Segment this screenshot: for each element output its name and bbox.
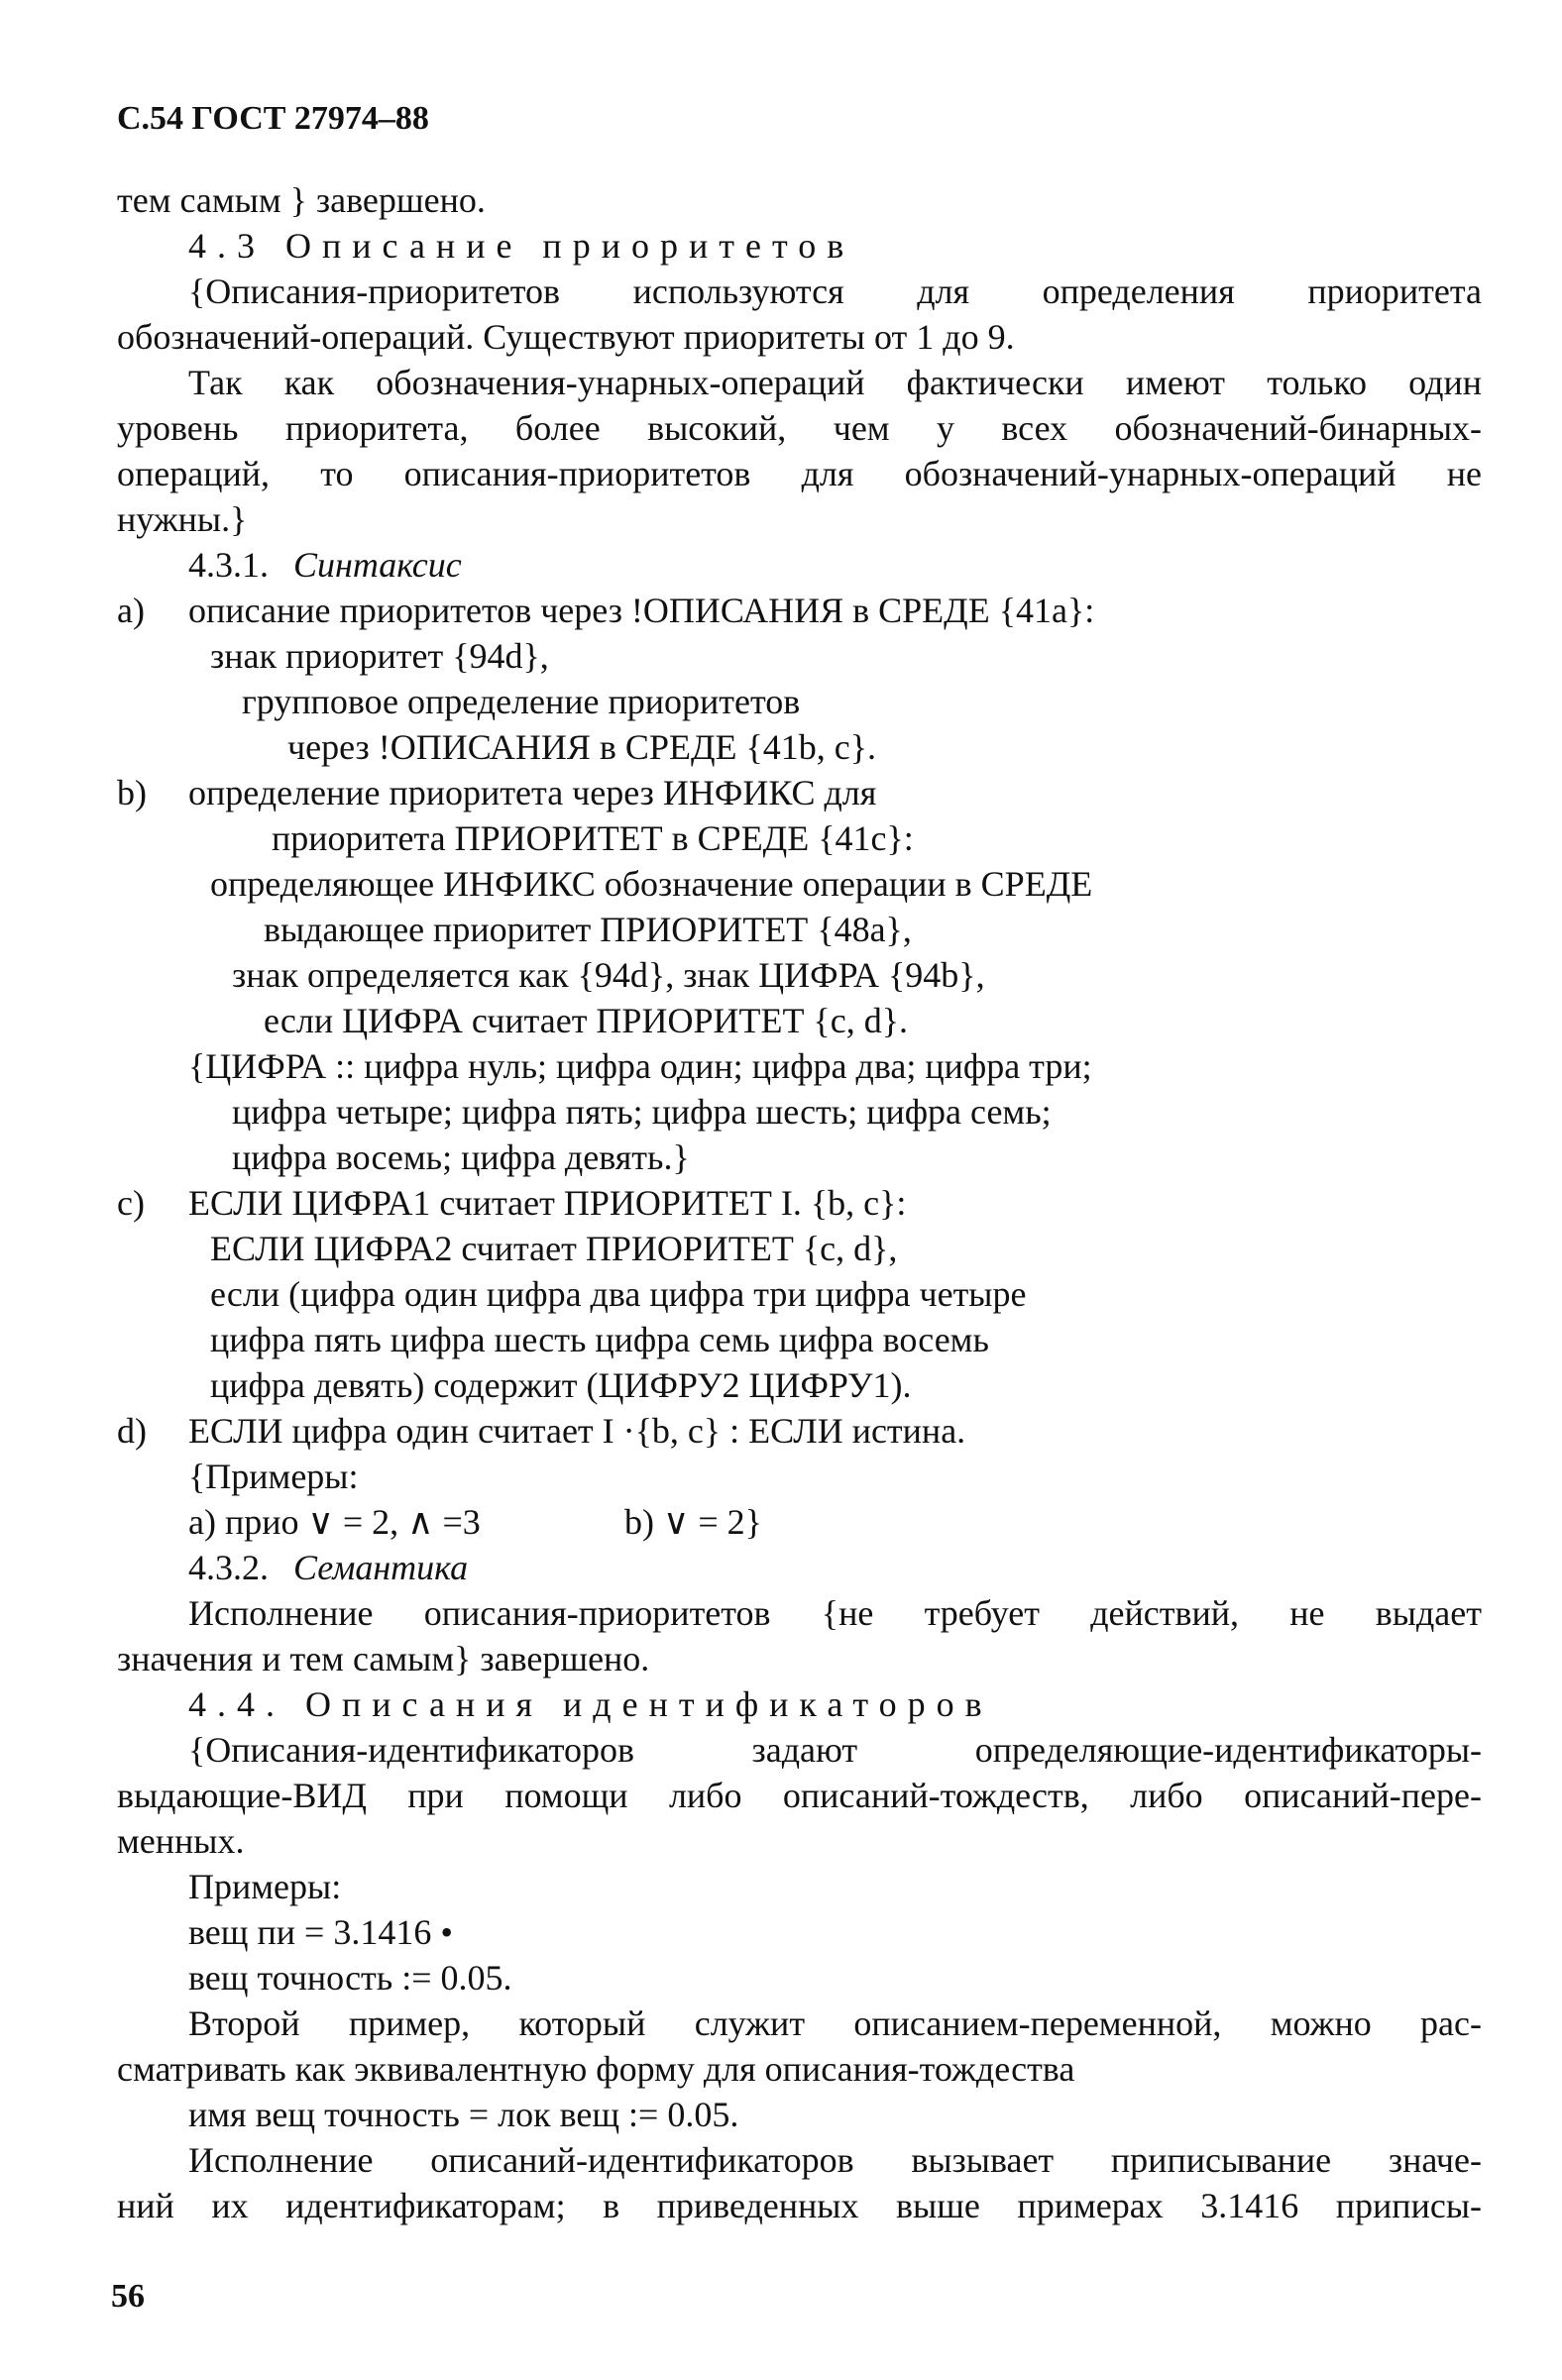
syntax-line: если ЦИФРА считает ПРИОРИТЕТ {c, d}. xyxy=(264,1001,908,1040)
text-line: ний их идентификаторам; в приведенных выше примерах 3.1416 приписы- xyxy=(117,2186,1482,2225)
text-line: обозначений-операций. Существуют приоритеты от 1 до 9. xyxy=(117,317,1015,357)
section-heading-4-3: 4.3 Описание приоритетов xyxy=(188,226,855,266)
examples-label: Примеры: xyxy=(188,1867,342,1906)
syntax-line: определяющее ИНФИКС обозначение операции в СРЕДЕ xyxy=(210,864,1093,904)
text-line: операций, то описания-приоритетов для обозначений-унарных-операций не xyxy=(117,454,1482,493)
text-line: Так как обозначения-унарных-операций фактически имеют только один xyxy=(188,363,1482,402)
subsection-title-semantics: Семантика xyxy=(293,1548,469,1587)
syntax-line: ЕСЛИ ЦИФРА2 считает ПРИОРИТЕТ {c, d}, xyxy=(210,1229,898,1268)
syntax-line: знак определяется как {94d}, знак ЦИФРА {94b}, xyxy=(232,955,985,995)
subsection-number: 4.3.2. xyxy=(188,1548,269,1587)
syntax-line: через !ОПИСАНИЯ в СРЕДЕ {41b, c}. xyxy=(287,727,877,767)
text-line: выдающие-ВИД при помощи либо описаний-тождеств, либо описаний-пере- xyxy=(117,1776,1482,1815)
section-heading-4-4: 4.4. Описания идентификаторов xyxy=(188,1684,993,1724)
subsection-number: 4.3.1. xyxy=(188,545,269,585)
example-a: а) прио ∨ = 2, ∧ =3 xyxy=(188,1502,481,1542)
text-line: значения и тем самым} завершено. xyxy=(117,1639,650,1678)
list-marker: с) xyxy=(117,1183,145,1223)
syntax-line: ЕСЛИ ЦИФРА1 считает ПРИОРИТЕТ I. {b, c}: xyxy=(188,1183,907,1223)
syntax-line: если (цифра один цифра два цифра три цифра четыре xyxy=(210,1274,1027,1314)
syntax-line: групповое определение приоритетов xyxy=(242,682,801,721)
list-marker: d) xyxy=(117,1411,147,1451)
text-line: {Описания-идентификаторов задают определяющие-идентификаторы- xyxy=(188,1730,1482,1770)
text-line: нужны.} xyxy=(117,499,248,539)
code-example: вещ точность := 0.05. xyxy=(188,1958,512,1998)
code-example: имя вещ точность = лок вещ := 0.05. xyxy=(188,2095,739,2134)
code-example: вещ пи = 3.1416 • xyxy=(188,1912,453,1952)
syntax-line: описание приоритетов через !ОПИСАНИЯ в СРЕДЕ {41а}: xyxy=(188,591,1095,630)
text-line: Исполнение описания-приоритетов {не требует действий, не выдает xyxy=(188,1593,1482,1633)
syntax-line: выдающее приоритет ПРИОРИТЕТ {48а}, xyxy=(264,910,912,949)
text-line: менных. xyxy=(117,1821,245,1861)
page-number: 56 xyxy=(111,2278,145,2315)
text-line: Исполнение описаний-идентификаторов вызывает приписывание значе- xyxy=(188,2140,1482,2180)
syntax-line: {ЦИФРА :: цифра нуль; цифра один; цифра два; цифра три; xyxy=(188,1046,1092,1086)
syntax-line: знак приоритет {94d}, xyxy=(210,636,549,676)
text-line: {Описания-приоритетов используются для определения приоритета xyxy=(188,271,1482,311)
text-line: уровень приоритета, более высокий, чем у всех обозначений-бинарных- xyxy=(117,408,1482,448)
text-line: Второй пример, который служит описанием-переменной, можно рас- xyxy=(188,2003,1482,2043)
syntax-line: определение приоритета через ИНФИКС для xyxy=(188,773,877,812)
list-marker: а) xyxy=(117,591,145,630)
text-line: тем самым } завершено. xyxy=(117,180,486,220)
examples-label: {Примеры: xyxy=(188,1457,359,1496)
list-marker: b) xyxy=(117,773,147,812)
subsection-title-syntax: Синтаксис xyxy=(293,545,462,585)
syntax-line: ЕСЛИ цифра один считает I ·{b, c} : ЕСЛИ истина. xyxy=(188,1411,966,1451)
text-line: сматривать как эквивалентную форму для описания-тождества xyxy=(117,2049,1075,2089)
example-b: b) ∨ = 2} xyxy=(624,1502,762,1542)
page-header: С.54 ГОСТ 27974–88 xyxy=(117,100,429,137)
syntax-line: цифра восемь; цифра девять.} xyxy=(232,1137,690,1177)
syntax-line: цифра девять) содержит (ЦИФРУ2 ЦИФРУ1). xyxy=(210,1365,912,1405)
syntax-line: цифра пять цифра шесть цифра семь цифра восемь xyxy=(210,1320,989,1359)
syntax-line: приоритета ПРИОРИТЕТ в СРЕДЕ {41c}: xyxy=(272,818,914,858)
syntax-line: цифра четыре; цифра пять; цифра шесть; цифра семь; xyxy=(232,1092,1052,1132)
